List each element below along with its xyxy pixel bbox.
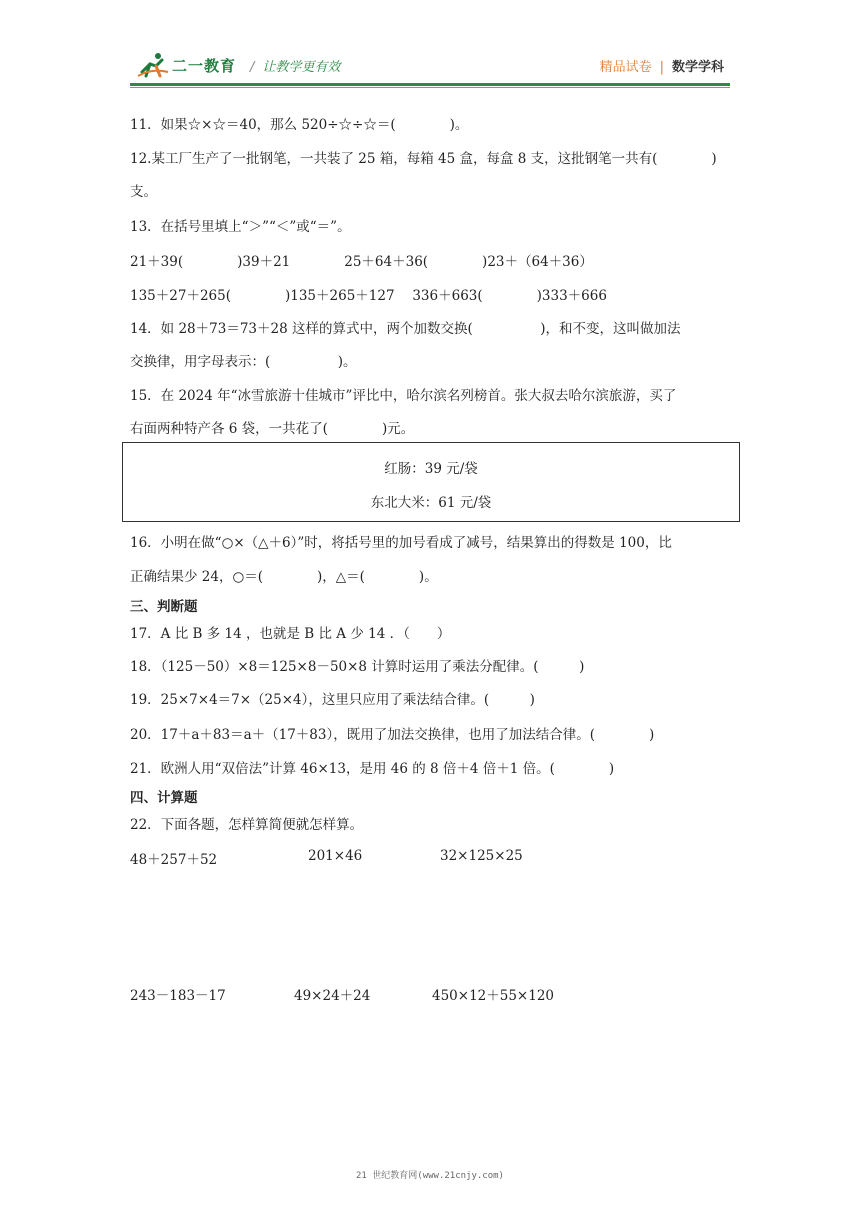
question-12: 12.某工厂生产了一批钢笔，一共装了 25 箱，每箱 45 盒，每盒 8 支，这批钢笔一共有( ) xyxy=(130,151,717,167)
question-19: 19．25×7×4＝7×（25×4），这里只应用了乘法结合律。( ) xyxy=(130,692,535,708)
question-13: 13．在括号里填上“＞”“＜”或“＝”。 xyxy=(130,219,351,235)
calc-item-5: 49×24＋24 xyxy=(294,988,371,1004)
question-20: 20．17＋a＋83＝a＋（17＋83），既用了加法交换律，也用了加法结合律。( ) xyxy=(130,727,655,743)
question-16: 16．小明在做“○×（△＋6）”时，将括号里的加号看成了减号，结果算出的得数是 100，比 xyxy=(130,535,672,551)
question-17: 17．A 比 B 多 14 ，也就是 B 比 A 少 14 ．（ ） xyxy=(130,626,451,642)
subject-tag: 数学学科 xyxy=(671,60,724,75)
header-divider xyxy=(130,83,730,86)
question-15: 15．在 2024 年“冰雪旅游十佳城市”评比中，哈尔滨名列榜首。张大叔去哈尔滨旅游，买了 xyxy=(130,388,677,404)
header-divider-accent xyxy=(130,87,730,88)
price-rice: 东北大米：61 元/袋 xyxy=(370,495,492,511)
question-21: 21．欧洲人用“双倍法”计算 46×13，是用 46 的 8 倍＋4 倍＋1 倍。( ) xyxy=(130,761,615,777)
logo xyxy=(136,50,236,80)
question-13-row-1: 21＋39( )39＋21 25＋64＋36( )23＋（64＋36） xyxy=(130,254,593,270)
calc-item-3: 32×125×25 xyxy=(440,848,523,864)
question-15-cont: 右面两种特产各 6 袋，一共花了( )元。 xyxy=(130,421,415,437)
question-13-row-2: 135＋27＋265( )135＋265＋127 336＋663( )333＋666 xyxy=(130,288,607,304)
page-header xyxy=(130,40,730,80)
question-11: 11．如果☆×☆＝40，那么 520÷☆÷☆＝( )。 xyxy=(130,117,469,133)
question-14: 14．如 28＋73＝73＋28 这样的算式中，两个加数交换( )，和不变，这叫做加法 xyxy=(130,321,681,337)
question-12-cont: 支。 xyxy=(130,184,157,200)
question-16-cont: 正确结果少 24，○＝( )，△＝( )。 xyxy=(130,569,438,585)
calc-item-6: 450×12＋55×120 xyxy=(432,988,555,1004)
slogan-text: 让教学更有效 xyxy=(262,60,341,75)
calc-item-1: 48＋257＋52 xyxy=(130,852,218,868)
calc-item-4: 243－183－17 xyxy=(130,988,226,1004)
slogan: / 让教学更有效 xyxy=(250,60,341,75)
question-14-cont: 交换律，用字母表示：( )。 xyxy=(130,354,357,370)
page-footer: 21 世纪教育网(www.21cnjy.com) xyxy=(356,1171,504,1181)
logo-text: 二一教育 xyxy=(172,56,237,75)
price-sausage: 红肠：39 元/袋 xyxy=(384,461,478,477)
calc-item-2: 201×46 xyxy=(308,848,363,864)
runner-logo-icon xyxy=(136,52,170,78)
section-judgement-title: 三、判断题 xyxy=(130,599,198,615)
header-tags xyxy=(600,56,724,75)
quality-tag: 精品试卷 xyxy=(599,60,652,75)
header-separator: | xyxy=(659,60,664,75)
question-18: 18．（125－50）×8＝125×8－50×8 计算时运用了乘法分配律。( ) xyxy=(130,659,585,675)
price-box xyxy=(122,442,740,522)
question-22: 22．下面各题，怎样算简便就怎样算。 xyxy=(130,817,364,833)
section-calculation-title: 四、计算题 xyxy=(130,790,198,806)
